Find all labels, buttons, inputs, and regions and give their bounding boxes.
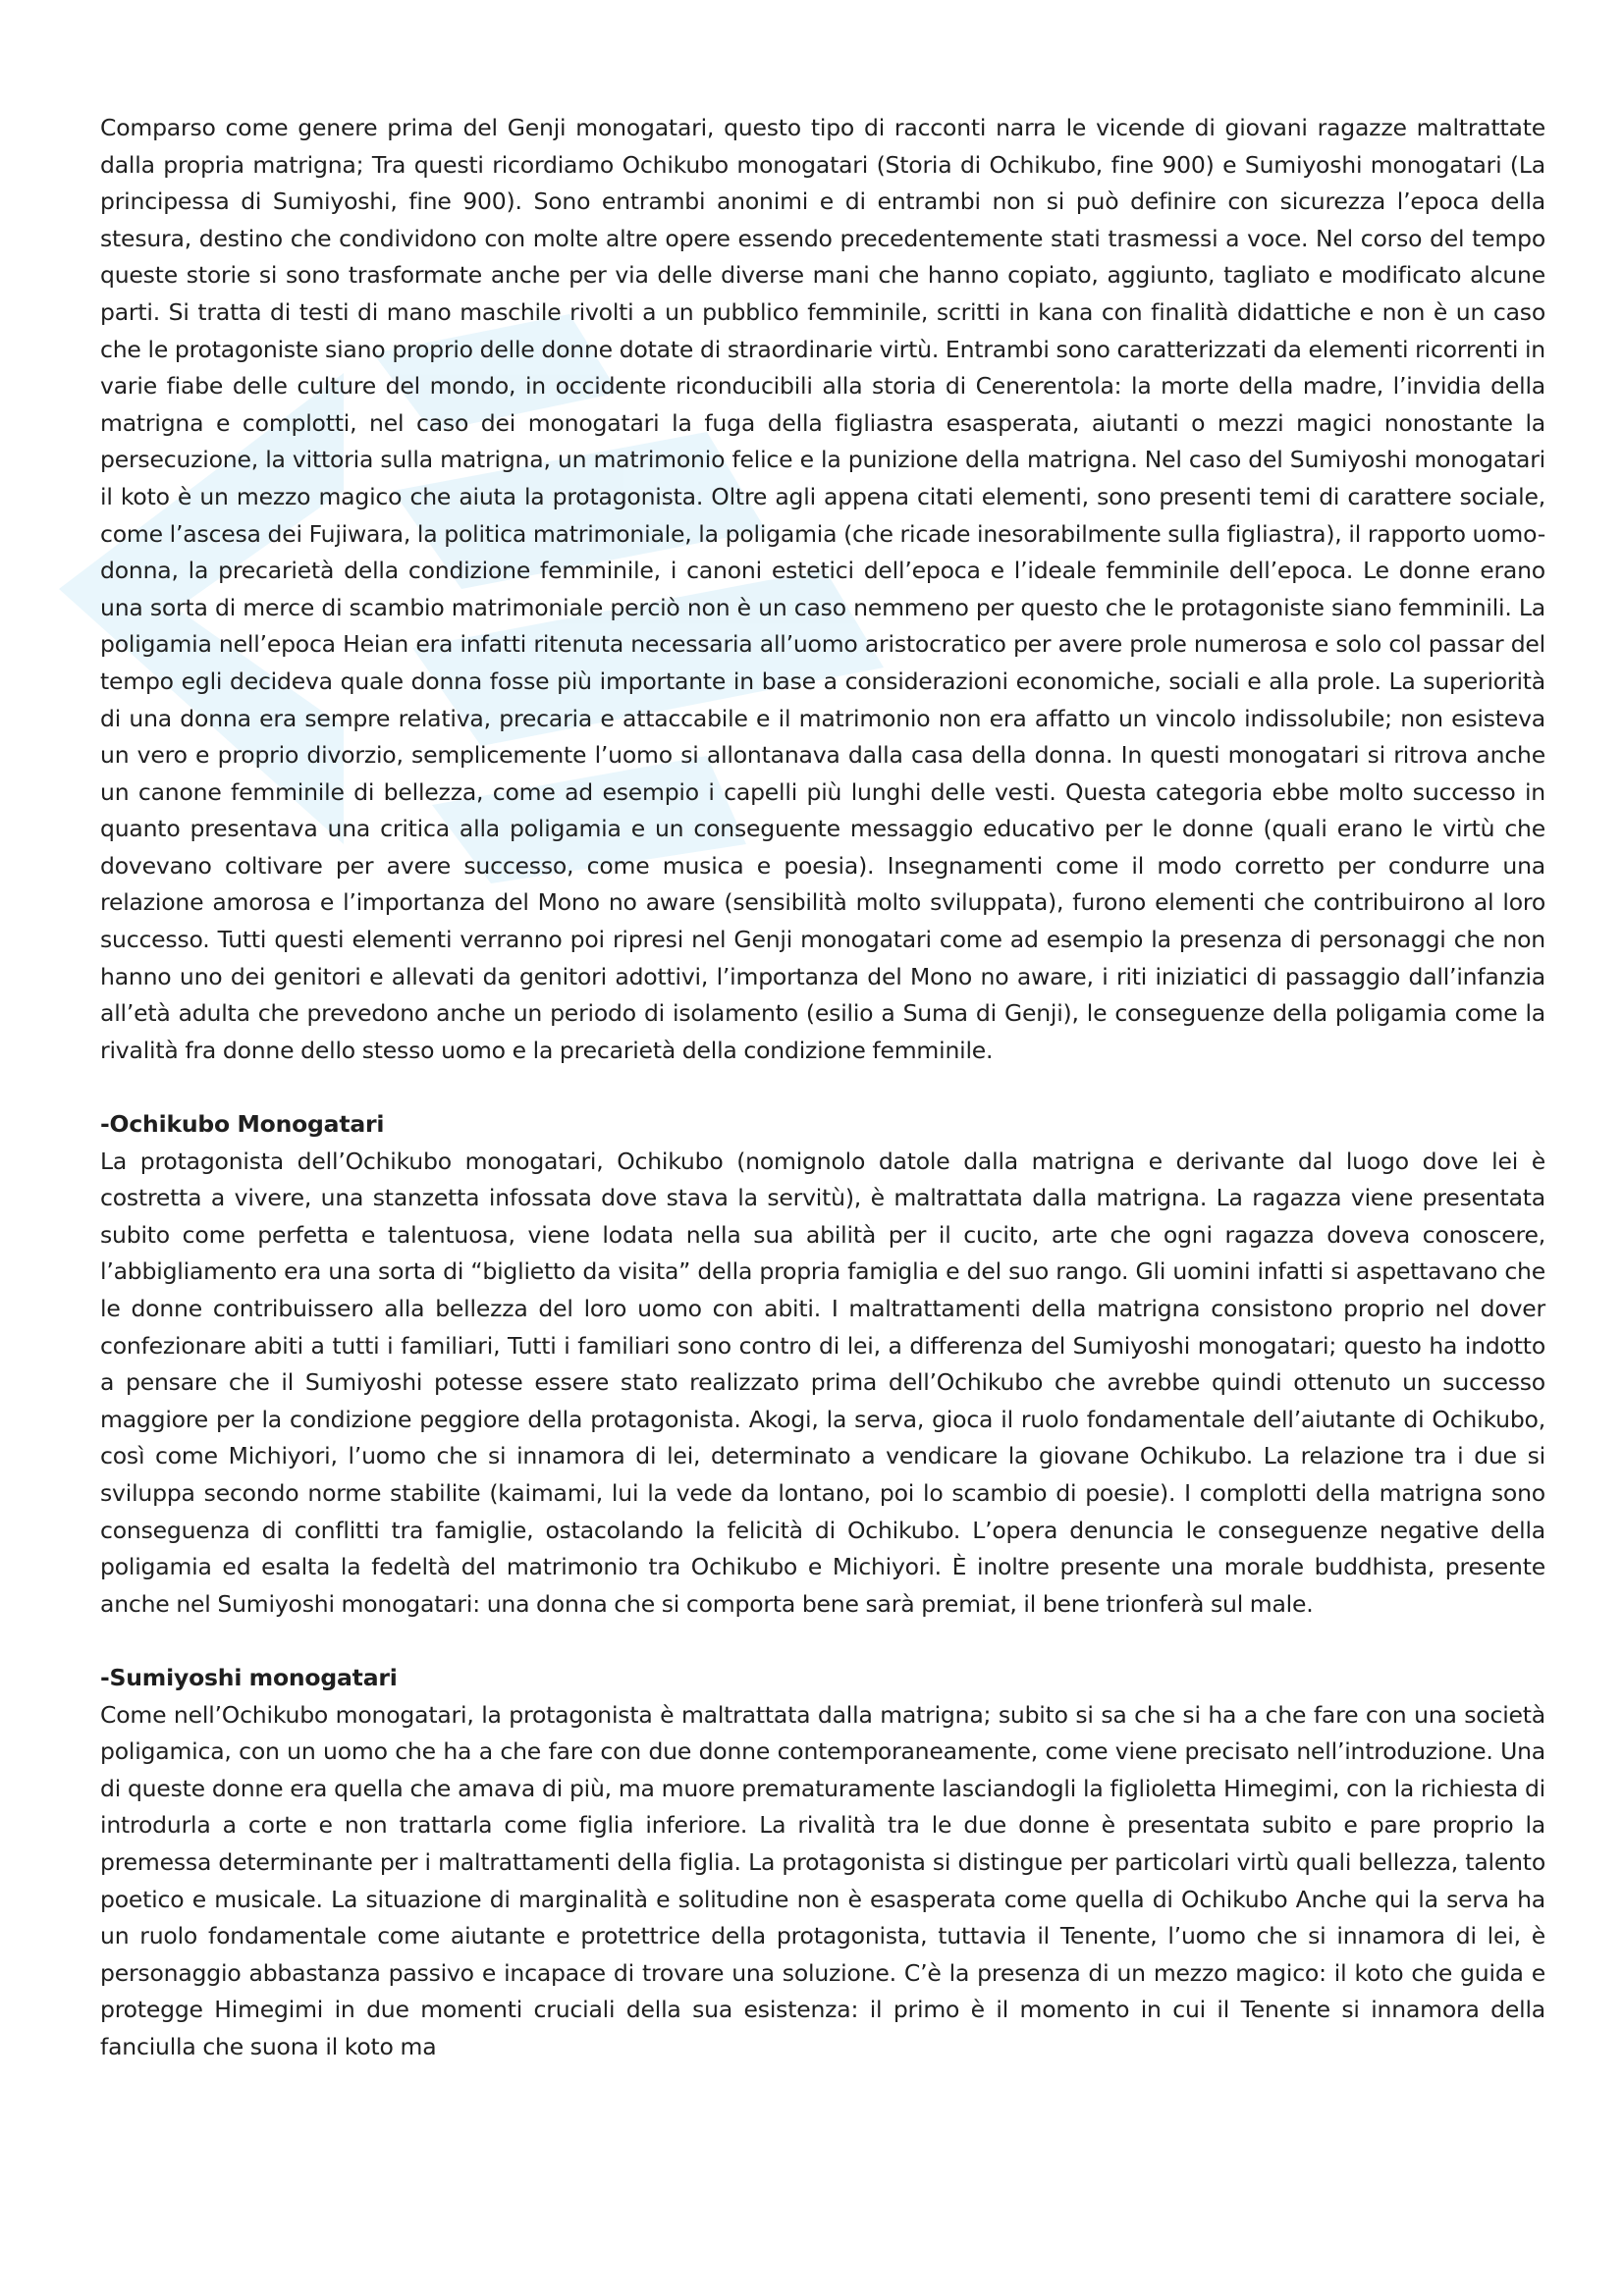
intro-paragraph: Comparso come genere prima del Genji monogatari, questo tipo di racconti narra le vicende di giovani ragazze maltrattate dalla propria matrigna; Tra questi ricordiamo Ochikubo monogatari (Storia di Ochikubo, fine 900) e Sumiyoshi monogatari (La principessa di Sumiyoshi, fine 900). Sono entrambi anonimi e di entrambi non si può definire con sicurezza l’epoca della stesura, destino che condividono con molte altre opere essendo precedentemente stati trasmessi a voce. Nel corso del tempo queste storie si sono trasformate anche per via delle diverse mani che hanno copiato, aggiunto, tagliato e modificato alcune parti. Si tratta di testi di mano maschile rivolti a un pubblico femminile, scritti in kana con finalità didattiche e non è un caso che le protagoniste siano proprio delle donne dotate di straordinarie virtù. Entrambi sono caratterizzati da elementi ricorrenti in varie fiabe delle culture del mondo, in occidente riconducibili alla storia di Cenerentola: la morte della madre, l’invidia della matrigna e complotti, nel caso dei monogatari la fuga della figliastra esasperata, aiutanti o mezzi magici nonostante la persecuzione, la vittoria sulla matrigna, un matrimonio felice e la punizione della matrigna. Nel caso del Sumiyoshi monogatari il koto è un mezzo magico che aiuta la protagonista. Oltre agli appena citati elementi, sono presenti temi di carattere sociale, come l’ascesa dei Fujiwara, la politica matrimoniale, la poligamia (che ricade inesorabilmente sulla figliastra), il rapporto uomo-donna, la precarietà della condizione femminile, i canoni estetici dell’epoca e l’ideale femminile dell’epoca. Le donne erano una sorta di merce di scambio matrimoniale perciò non è un caso nemmeno per questo che le protagoniste siano femminili. La poligamia nell’epoca Heian era infatti ritenuta necessaria all’uomo aristocratico per avere prole numerosa e solo col passar del tempo egli decideva quale donna fosse più importante in base a considerazioni economiche, sociali e alla prole. La superiorità di una donna era sempre relativa, precaria e attaccabile e il matrimonio non era affatto un vincolo indissolubile; non esisteva un vero e proprio divorzio, semplicemente l’uomo si allontanava dalla casa della donna. In questi monogatari si ritrova anche un canone femminile di bellezza, come ad esempio i capelli più lunghi delle vesti. Questa categoria ebbe molto successo in quanto presentava una critica alla poligamia e un conseguente messaggio educativo per le donne (quali erano le virtù che dovevano coltivare per avere successo, come musica e poesia). Insegnamenti come il modo corretto per condurre una relazione amorosa e l’importanza del Mono no aware (sensibilità molto sviluppata), furono elementi che contribuirono al loro successo. Tutti questi elementi verranno poi ripresi nel Genji monogatari come ad esempio la presenza di personaggi che non hanno uno dei genitori e allevati da genitori adottivi, l’importanza del Mono no aware, i riti iniziatici di passaggio dall’infanzia all’età adulta che prevedono anche un periodo di isolamento (esilio a Suma di Genji), le conseguenze della poligamia come la rivalità fra donne dello stesso uomo e la precarietà della condizione femminile. [100,114,1545,1064]
paragraph-spacer [100,1069,1545,1106]
section-heading-sumiyoshi: -Sumiyoshi monogatari [100,1663,398,1691]
document-page [100,110,1545,2065]
paragraph-spacer [100,1623,1545,1660]
section-heading-ochikubo: -Ochikubo Monogatari [100,1110,385,1139]
section-paragraph-sumiyoshi: Come nell’Ochikubo monogatari, la protagonista è maltrattata dalla matrigna; subito si sa che si ha a che fare con una società poligamica, con un uomo che ha a che fare con due donne contemporaneamente, come viene precisato nell’introduzione. Una di queste donne era quella che amava di più, ma muore prematuramente lasciandogli la figlioletta Himegimi, con la richiesta di introdurla a corte e non trattarla come figlia inferiore. La rivalità tra le due donne è presentata subito e pare proprio la premessa determinante per i maltrattamenti della figlia. La protagonista si distingue per particolari virtù quali bellezza, talento poetico e musicale. La situazione di marginalità e solitudine non è esasperata come quella di Ochikubo Anche qui la serva ha un ruolo fondamentale come aiutante e protettrice della protagonista, tuttavia il Tenente, l’uomo che si innamora di lei, è personaggio abbastanza passivo e incapace di trovare una soluzione. C’è la presenza di un mezzo magico: il koto che guida e protegge Himegimi in due momenti cruciali della sua esistenza: il primo è il momento in cui il Tenente si innamora della fanciulla che suona il koto ma [100,1700,1545,2060]
section-paragraph-ochikubo: La protagonista dell’Ochikubo monogatari, Ochikubo (nomignolo datole dalla matrigna e derivante dal luogo dove lei è costretta a vivere, una stanzetta infossata dove stava la servitù), è maltrattata dalla matrigna. La ragazza viene presentata subito come perfetta e talentuosa, viene lodata nella sua abilità per il cucito, arte che ogni ragazza doveva conoscere, l’abbigliamento era una sorta di “biglietto da visita” della propria famiglia e del suo rango. Gli uomini infatti si aspettavano che le donne contribuissero alla bellezza del loro uomo con abiti. I maltrattamenti della matrigna consistono proprio nel dover confezionare abiti a tutti i familiari, Tutti i familiari sono contro di lei, a differenza del Sumiyoshi monogatari; questo ha indotto a pensare che il Sumiyoshi potesse essere stato realizzato prima dell’Ochikubo che avrebbe quindi ottenuto un successo maggiore per la condizione peggiore della protagonista. Akogi, la serva, gioca il ruolo fondamentale dell’aiutante di Ochikubo, così come Michiyori, l’uomo che si innamora di lei, determinato a vendicare la giovane Ochikubo. La relazione tra i due si sviluppa secondo norme stabilite (kaimami, lui la vede da lontano, poi lo scambio di poesie). I complotti della matrigna sono conseguenza di conflitti tra famiglie, ostacolando la felicità di Ochikubo. L’opera denuncia le conseguenze negative della poligamia ed esalta la fedeltà del matrimonio tra Ochikubo e Michiyori. È inoltre presente una morale buddhista, presente anche nel Sumiyoshi monogatari: una donna che si comporta bene sarà premiat, il bene trionferà sul male. [100,1147,1545,1618]
